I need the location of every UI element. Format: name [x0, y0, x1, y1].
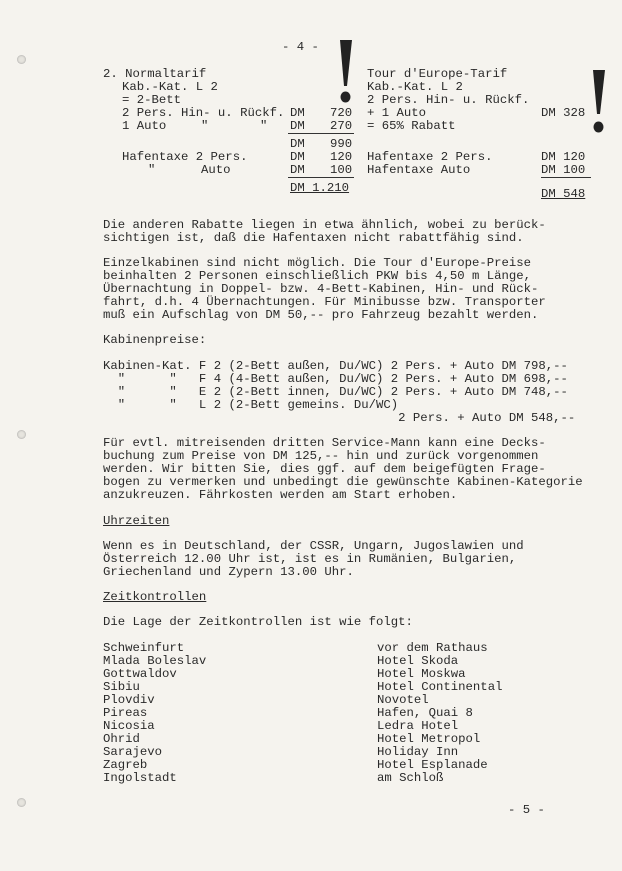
kabinen-title: Kabinenpreise:	[103, 333, 207, 347]
exclamation-mark-icon-left	[335, 38, 357, 106]
left-port-auto-cur: DM	[290, 163, 305, 177]
zeit-title: Zeitkontrollen	[103, 590, 207, 604]
left-total: DM 1.210	[290, 181, 350, 195]
control-city: Pireas	[103, 706, 148, 720]
control-place: Ledra Hotel	[377, 719, 459, 733]
control-place: Hotel Metropol	[377, 732, 481, 746]
control-place: am Schloß	[377, 771, 444, 785]
exclamation-mark-icon-right	[589, 68, 609, 136]
right-pers: 2 Pers. Hin- u. Rückf.	[367, 93, 530, 107]
control-city: Gottwaldov	[103, 667, 177, 681]
para3-line: buchung zum Preise von DM 125,-- hin und zurück vorgenommen	[103, 449, 539, 463]
left-sub-cur: DM	[290, 137, 305, 151]
kabinen-line: 2 Pers. + Auto DM 548,--	[103, 411, 576, 425]
para1-line: sichtigen ist, daß die Hafentaxen nicht rabattfähig sind.	[103, 231, 524, 245]
right-cabin: Kab.-Kat. L 2	[367, 80, 463, 94]
control-city: Ohrid	[103, 732, 140, 746]
punch-hole-top	[17, 55, 26, 64]
control-city: Mlada Boleslav	[103, 654, 207, 668]
left-auto-label: 1 Auto	[122, 119, 167, 133]
para3-line: anzukreuzen. Fährkosten werden am Start erhoben.	[103, 488, 458, 502]
page-number-top: - 4 -	[282, 40, 319, 54]
left-port-pers-label: Hafentaxe 2 Pers.	[122, 150, 248, 164]
uhrzeiten-line: Griechenland und Zypern 13.00 Uhr.	[103, 565, 354, 579]
right-port-pers-label: Hafentaxe 2 Pers.	[367, 150, 493, 164]
left-auto-ditto-2: "	[260, 119, 268, 133]
right-auto-price: DM 328	[541, 106, 586, 120]
control-place: Holiday Inn	[377, 745, 459, 759]
control-city: Zagreb	[103, 758, 148, 772]
uhrzeiten-line: Österreich 12.00 Uhr ist, ist es in Rumänien, Bulgarien,	[103, 552, 517, 566]
right-heading: Tour d'Europe-Tarif	[367, 67, 508, 81]
control-place: Hafen, Quai 8	[377, 706, 473, 720]
para3-line: Für evtl. mitreisenden dritten Service-Mann kann eine Decks-	[103, 436, 546, 450]
control-place: Hotel Continental	[377, 680, 503, 694]
right-total: DM 548	[541, 187, 586, 201]
right-port-auto-label: Hafentaxe Auto	[367, 163, 471, 177]
control-city: Sibiu	[103, 680, 140, 694]
right-total-rule	[541, 177, 591, 178]
right-auto: + 1 Auto	[367, 106, 427, 120]
para3-line: werden. Wir bitten Sie, dies ggf. auf dem beigefügten Frage-	[103, 462, 546, 476]
left-pers-val: 720	[330, 106, 353, 120]
page-number-bottom: - 5 -	[508, 803, 545, 817]
control-place: vor dem Rathaus	[377, 641, 488, 655]
para2-line: Einzelkabinen sind nicht möglich. Die Tour d'Europe-Preise	[103, 256, 532, 270]
kabinen-line: " " L 2 (2-Bett gemeins. Du/WC)	[103, 398, 399, 412]
control-city: Nicosia	[103, 719, 155, 733]
para2-line: muß ein Aufschlag von DM 50,-- pro Fahrzeug bezahlt werden.	[103, 308, 539, 322]
punch-hole-middle	[17, 430, 26, 439]
zeit-intro: Die Lage der Zeitkontrollen ist wie folgt:	[103, 615, 413, 629]
left-port-auto-val: 100	[330, 163, 353, 177]
control-city: Plovdiv	[103, 693, 155, 707]
right-port-pers-val: DM 120	[541, 150, 586, 164]
punch-hole-bottom	[17, 798, 26, 807]
kabinen-line: Kabinen-Kat. F 2 (2-Bett außen, Du/WC) 2 Pers. + Auto DM 798,--	[103, 359, 568, 373]
left-auto-cur: DM	[290, 119, 305, 133]
kabinen-line: " " F 4 (4-Bett außen, Du/WC) 2 Pers. + Auto DM 698,--	[103, 372, 568, 386]
uhrzeiten-title: Uhrzeiten	[103, 514, 170, 528]
para2-line: Übernachtung in Doppel- bzw. 4-Bett-Kabinen, Hin- und Rück-	[103, 282, 539, 296]
left-pers-label: 2 Pers. Hin- u. Rückf.	[122, 106, 285, 120]
left-pers-cur: DM	[290, 106, 305, 120]
left-bed: = 2-Bett	[122, 93, 182, 107]
control-city: Ingolstadt	[103, 771, 177, 785]
left-port-pers-val: 120	[330, 150, 353, 164]
para3-line: bogen zu vermerken und unbedingt die gewünschte Kabinen-Kategorie	[103, 475, 583, 489]
left-heading: 2. Normaltarif	[103, 67, 207, 81]
control-city: Schweinfurt	[103, 641, 185, 655]
control-place: Hotel Moskwa	[377, 667, 466, 681]
left-port-pers-cur: DM	[290, 150, 305, 164]
left-cabin: Kab.-Kat. L 2	[122, 80, 218, 94]
control-city: Sarajevo	[103, 745, 163, 759]
para2-line: fahrt, d.h. 4 Übernachtungen. Für Minibusse bzw. Transporter	[103, 295, 546, 309]
left-auto-ditto-1: "	[201, 119, 209, 133]
left-subtotal-rule	[288, 133, 354, 134]
control-place: Hotel Esplanade	[377, 758, 488, 772]
right-rabatt: = 65% Rabatt	[367, 119, 456, 133]
uhrzeiten-line: Wenn es in Deutschland, der CSSR, Ungarn, Jugoslawien und	[103, 539, 524, 553]
para2-line: beinhalten 2 Personen einschließlich PKW bis 4,50 m Länge,	[103, 269, 532, 283]
control-place: Hotel Skoda	[377, 654, 459, 668]
left-port-auto-label: Auto	[201, 163, 231, 177]
left-sub-val: 990	[330, 137, 353, 151]
right-port-auto-val: DM 100	[541, 163, 586, 177]
left-port-auto-ditto: "	[148, 163, 156, 177]
left-total-rule	[288, 177, 354, 178]
para1-line: Die anderen Rabatte liegen in etwa ähnlich, wobei zu berück-	[103, 218, 546, 232]
left-auto-val: 270	[330, 119, 353, 133]
kabinen-line: " " E 2 (2-Bett innen, Du/WC) 2 Pers. + Auto DM 748,--	[103, 385, 568, 399]
control-place: Novotel	[377, 693, 429, 707]
